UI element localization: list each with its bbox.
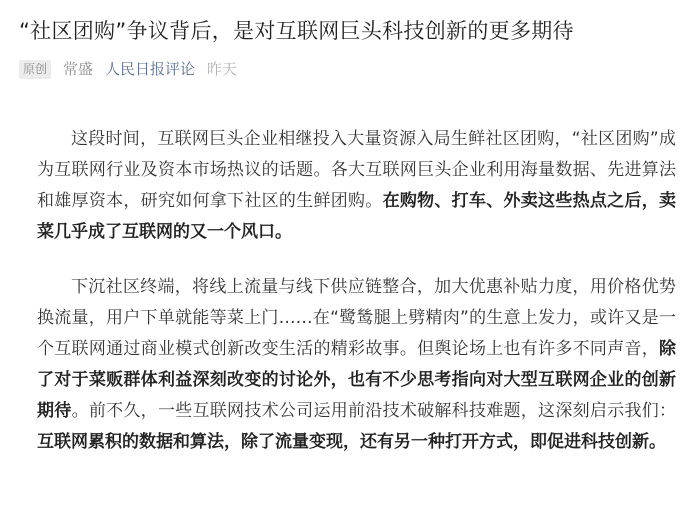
account-link[interactable]: 人民日报评论	[105, 60, 196, 78]
paragraph-text: 。前不久，一些互联网技术公司运用前沿技术破解科技难题，这深刻启示我们：	[71, 401, 677, 421]
article-meta	[19, 58, 680, 80]
article-title: “社区团购”争议背后，是对互联网巨头科技创新的更多期待	[19, 19, 574, 43]
paragraph-bold-text: 互联网累积的数据和算法，除了流量变现，还有另一种打开方式，即促进科技创新。	[37, 432, 666, 452]
author-name: 常盛	[63, 60, 94, 78]
paragraph-2	[37, 272, 676, 458]
paragraph-text: 这段时间，互联网巨头企业相继投入大量资源入局生鲜社区团购，“社区团购”成为互联网行业及资本市场热议的话题。各大互联网巨头企业利用海量数据、先进算法和雄厚资本，研究如何拿下社区的生鲜团购。	[37, 129, 676, 211]
article-body	[19, 124, 680, 458]
paragraph-bold-text: 除了对于菜贩群体利益深刻改变的讨论外，也有不少思考指向对大型互联网企业的创新期待	[37, 339, 676, 421]
paragraph-1	[37, 124, 676, 248]
paragraph-bold-text: 在购物、打车、外卖这些热点之后，卖菜几乎成了互联网的又一个风口。	[37, 191, 677, 242]
paragraph-text: 下沉社区终端，将线上流量与线下供应链整合，加大优惠补贴力度，用价格优势换流量，用户下单就能等菜上门……在“鹭鸶腿上劈精肉”的生意上发力，或许又是一个互联网通过商业模式创新改变生活的精彩故事。但舆论场上也有许多不同声音，	[37, 277, 676, 359]
publish-time: 昨天	[207, 60, 238, 78]
original-badge: 原创	[19, 60, 51, 79]
